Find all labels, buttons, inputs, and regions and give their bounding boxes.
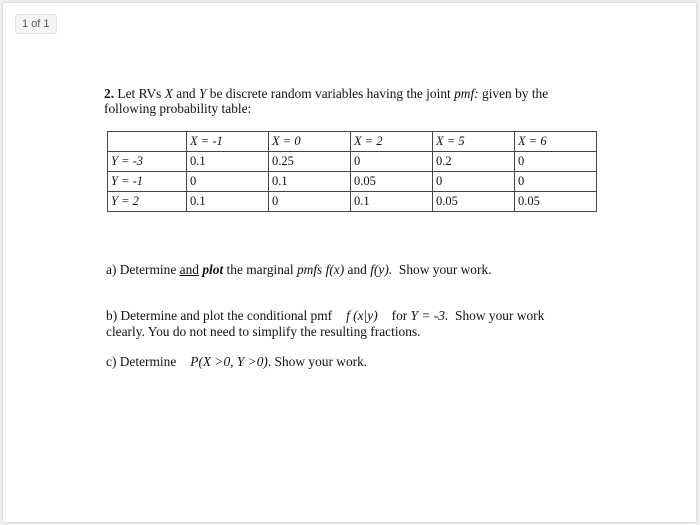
table-cell: 0 <box>187 172 269 192</box>
problem-number: 2 <box>104 86 111 101</box>
column-header: X = 0 <box>269 132 351 152</box>
table-cell: 0 <box>433 172 515 192</box>
table-cell: 0.1 <box>187 192 269 212</box>
table-row <box>108 192 597 212</box>
table-cell: 0.2 <box>433 152 515 172</box>
table-cell: 0.05 <box>351 172 433 192</box>
problem-intro: 2. Let RVs X and Y be discrete random variables having the joint pmf: given by the following probability table: <box>104 86 549 116</box>
table-cell: 0.05 <box>433 192 515 212</box>
row-header: Y = -3 <box>108 152 187 172</box>
table-row <box>108 152 597 172</box>
joint-pmf-table <box>107 131 597 212</box>
table-row <box>108 172 597 192</box>
column-header: X = 2 <box>351 132 433 152</box>
page-indicator: 1 of 1 <box>15 14 57 34</box>
question-b: b) Determine and plot the conditional pmf f (x|y) for Y = -3. Show your work clearly. You do not need to simplify the resulting fractions. <box>106 308 545 339</box>
conditional-pmf-formula: f (x|y) <box>346 308 378 323</box>
table-cell: 0 <box>515 172 597 192</box>
table-cell: 0.1 <box>187 152 269 172</box>
table-cell: 0.05 <box>515 192 597 212</box>
question-a: a) Determine and plot the marginal pmfs f(x) and f(y). Show your work. <box>106 262 492 277</box>
table-cell: 0 <box>515 152 597 172</box>
problem-statement <box>104 86 574 116</box>
table-corner-cell <box>108 132 187 152</box>
table-cell: 0.25 <box>269 152 351 172</box>
table-cell: 0.1 <box>269 172 351 192</box>
row-header: Y = -1 <box>108 172 187 192</box>
row-header: Y = 2 <box>108 192 187 212</box>
table-cell: 0.1 <box>351 192 433 212</box>
table-cell: 0 <box>351 152 433 172</box>
column-header: X = 6 <box>515 132 597 152</box>
table-header-row <box>108 132 597 152</box>
question-c: c) Determine P(X >0, Y >0). Show your work. <box>106 354 368 369</box>
column-header: X = -1 <box>187 132 269 152</box>
column-header: X = 5 <box>433 132 515 152</box>
probability-formula: P(X >0, Y >0) <box>190 354 268 369</box>
table-cell: 0 <box>269 192 351 212</box>
